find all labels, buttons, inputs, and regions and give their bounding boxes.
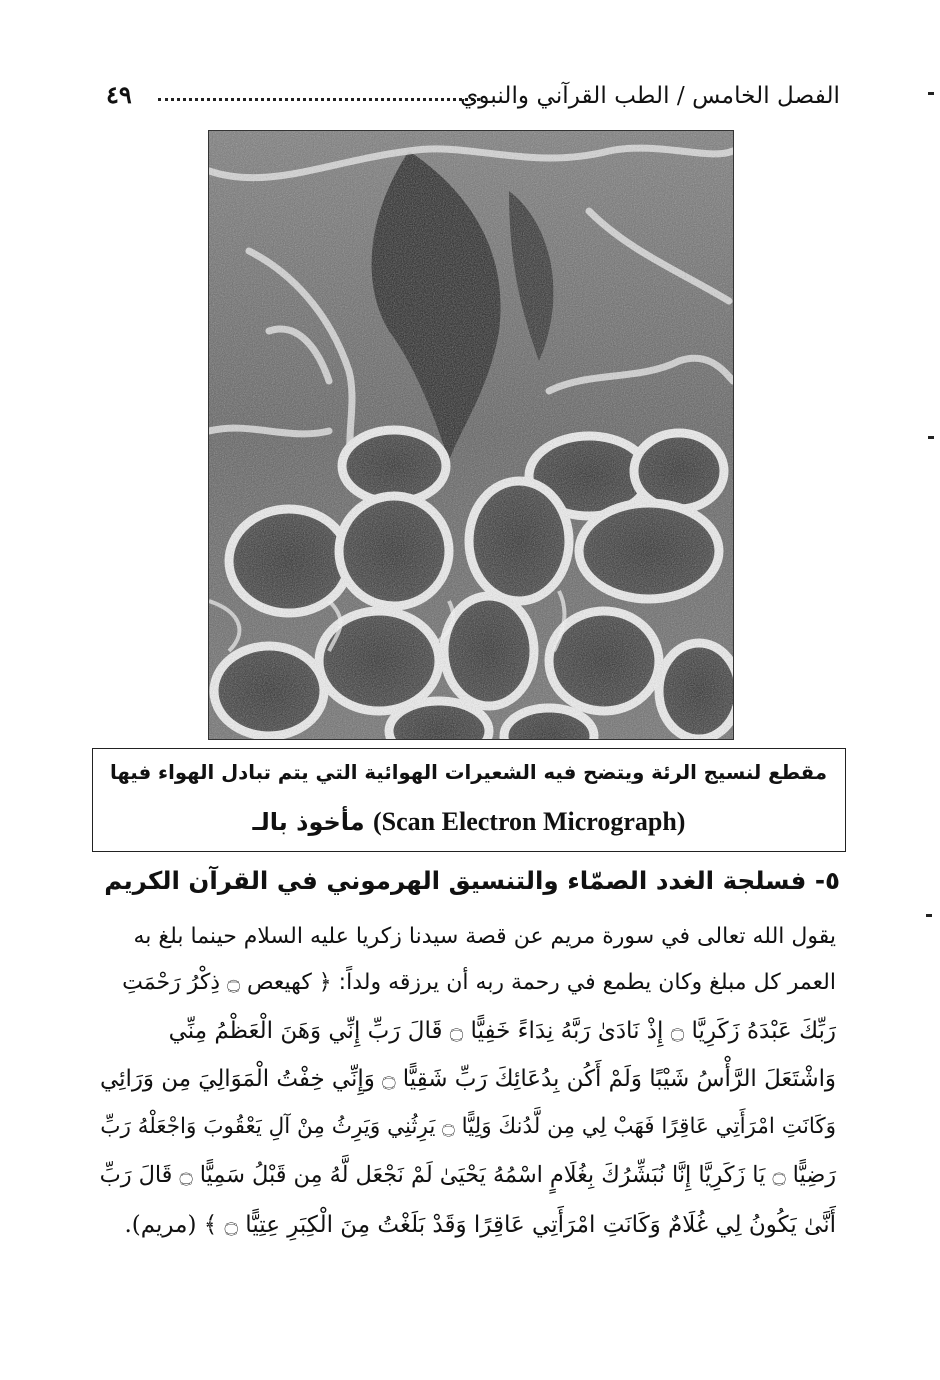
- scan-margin-mark: [928, 436, 934, 439]
- scan-margin-mark: [928, 92, 934, 95]
- body-text-line: العمر كل مبلغ وكان يطمع في رحمة ربه أن يرزقه ولداً: ﴿ كهيعص ۝ ذِكْرُ رَحْمَتِ: [122, 970, 836, 995]
- page-header: [100, 78, 840, 118]
- body-text-line: يقول الله تعالى في سورة مريم عن قصة سيدنا زكريا عليه السلام حينما بلغ به: [133, 924, 836, 949]
- lung-micrograph-image: [208, 130, 734, 740]
- caption-line-1: مقطع لنسيج الرئة ويتضح فيه الشعيرات الهوائية التي يتم تبادل الهواء فيها: [109, 761, 827, 784]
- caption-line-2-english: (Scan Electron Micrograph): [373, 807, 686, 836]
- caption-line-2-arabic: مأخوذ بالـ: [252, 808, 365, 836]
- quran-verse-line: رَضِيًّا ۝ يَا زَكَرِيَّا إِنَّا نُبَشِّرُكَ بِغُلَامٍ اسْمُهُ يَحْيَىٰ لَمْ نَجْعَل لَّهُ مِن قَبْلُ سَمِيًّا ۝ قَالَ رَبِّ: [99, 1162, 836, 1188]
- quran-verse-line: وَاشْتَعَلَ الرَّأْسُ شَيْبًا وَلَمْ أَكُن بِدُعَائِكَ رَبِّ شَقِيًّا ۝ وَإِنِّي خِفْتُ الْمَوَالِيَ مِن وَرَائِي: [100, 1066, 836, 1092]
- page-number: ٤٩: [106, 80, 132, 109]
- section-heading: ٥- فسلجة الغدد الصمّاء والتنسيق الهرموني في القرآن الكريم: [104, 866, 840, 895]
- header-dotted-rule: [158, 98, 480, 101]
- scan-margin-mark: [926, 914, 932, 917]
- chapter-title: الفصل الخامس / الطب القرآني والنبوي: [460, 82, 840, 109]
- quran-verse-line: أَنَّىٰ يَكُونُ لِي غُلَامٌ وَكَانَتِ امْرَأَتِي عَاقِرًا وَقَدْ بَلَغْتُ مِنَ الْكِبَرِ عِتِيًّا ۝ ﴾ (مريم).: [124, 1212, 836, 1238]
- micrograph-graphic: [209, 131, 733, 739]
- quran-verse-line: رَبِّكَ عَبْدَهُ زَكَرِيَّا ۝ إِذْ نَادَىٰ رَبَّهُ نِدَاءً خَفِيًّا ۝ قَالَ رَبِّ إِنِّي وَهَنَ الْعَظْمُ مِنِّي: [168, 1018, 836, 1044]
- quran-verse-line: وَكَانَتِ امْرَأَتِي عَاقِرًا فَهَبْ لِي مِن لَّدُنكَ وَلِيًّا ۝ يَرِثُنِي وَيَرِثُ مِنْ آلِ يَعْقُوبَ وَاجْعَلْهُ رَبِّ: [100, 1114, 836, 1139]
- figure-caption-box: [92, 748, 846, 852]
- caption-line-2: [93, 807, 845, 837]
